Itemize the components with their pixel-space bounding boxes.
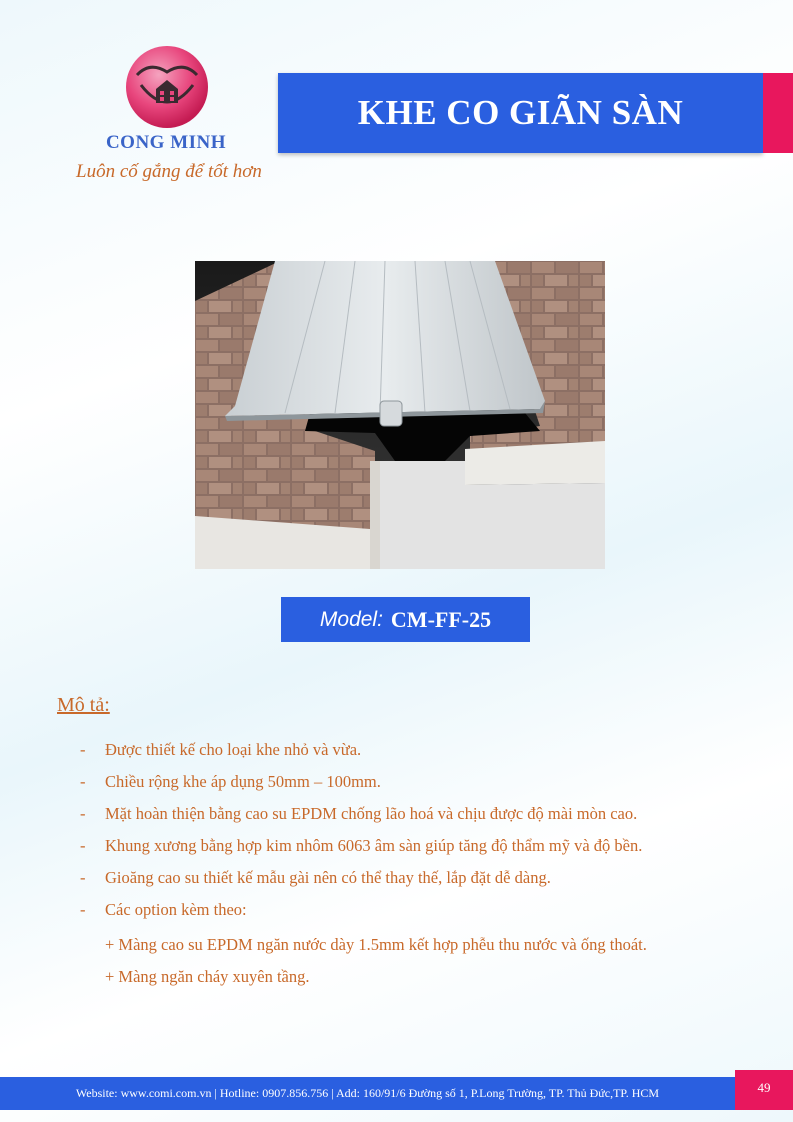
product-photo <box>195 261 605 569</box>
title-accent-block <box>763 73 793 153</box>
page-number: 49 <box>735 1070 793 1110</box>
footer-contact: Website: www.comi.com.vn | Hotline: 0907.856.756 | Add: 160/91/6 Đường số 1, P.Long Trường, TP. Thủ Đức,TP. HCM <box>75 1086 660 1100</box>
option-item: + Màng cao su EPDM ngăn nước dày 1.5mm kết hợp phễu thu nước và ống thoát. <box>105 935 647 954</box>
list-item: - Các option kèm theo: <box>80 900 247 919</box>
list-item-text: Chiều rộng khe áp dụng 50mm – 100mm. <box>105 772 381 791</box>
description-list <box>80 738 642 930</box>
list-item-text: Mặt hoàn thiện bằng cao su EPDM chống lão hoá và chịu được độ mài mòn cao. <box>105 804 638 823</box>
footer-bar <box>0 1077 735 1110</box>
model-label: Model: <box>319 607 383 631</box>
option-list <box>105 933 647 997</box>
list-item-text: Các option kèm theo: <box>105 900 247 919</box>
brand-name: CONG MINH <box>105 132 227 153</box>
description-heading: Mô tả: <box>57 694 110 716</box>
list-item: - Được thiết kế cho loại khe nhỏ và vừa. <box>80 740 362 759</box>
list-item: - Khung xương bằng hợp kim nhôm 6063 âm sàn giúp tăng độ thẩm mỹ và độ bền. <box>80 836 643 855</box>
list-item-text: Khung xương bằng hợp kim nhôm 6063 âm sàn giúp tăng độ thẩm mỹ và độ bền. <box>105 836 643 855</box>
list-item: - Chiều rộng khe áp dụng 50mm – 100mm. <box>80 772 381 791</box>
list-item: - Mặt hoàn thiện bằng cao su EPDM chống lão hoá và chịu được độ mài mòn cao. <box>80 804 638 823</box>
option-item: + Màng ngăn cháy xuyên tầng. <box>105 967 310 986</box>
list-item: - Gioăng cao su thiết kế mẫu gài nên có thể thay thế, lắp đặt dễ dàng. <box>80 868 551 887</box>
model-badge <box>281 597 530 642</box>
page-title: KHE CO GIÃN SÀN <box>357 93 684 132</box>
model-code: CM-FF-25 <box>390 606 492 632</box>
list-item-text: Được thiết kế cho loại khe nhỏ và vừa. <box>105 740 362 759</box>
company-logo <box>125 45 209 129</box>
brand-slogan: Luôn cố gắng để tốt hơn <box>76 161 262 182</box>
page-title-bar <box>278 73 763 153</box>
list-item-text: Gioăng cao su thiết kế mẫu gài nên có thể thay thế, lắp đặt dễ dàng. <box>105 868 551 887</box>
